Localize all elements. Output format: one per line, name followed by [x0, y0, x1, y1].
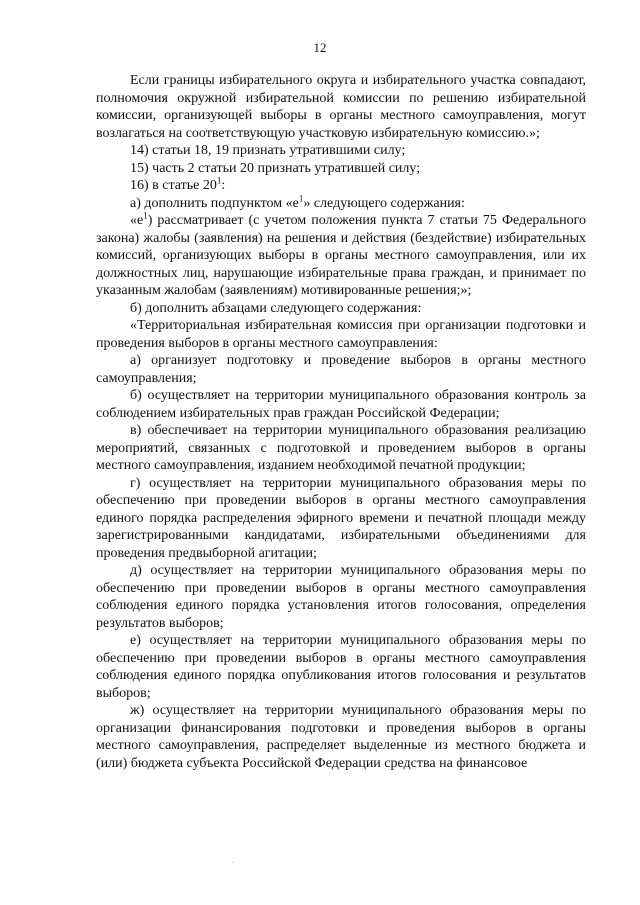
paragraph-list-zh: ж) осуществляет на территории муниципального образования меры по организации финансирования подготовки и проведения выборов в органы местного самоуправления, распределяет выделенные из местного бюджета и (или) бюджета субъекта Российской Федерации средства на финансовое — [96, 703, 586, 771]
paragraph-list-g: г) осуществляет на территории муниципального образования меры по обеспечению при проведении выборов в органы местного самоуправления единого порядка распределения эфирного времени и печатной площади между зарегистрированными кандидатами, избирательными объединениями для проведения предвыборной агитации; — [96, 475, 586, 561]
paragraph-territorial-commission: «Территориальная избирательная комиссия при организации подготовки и проведения выборов в органы местного самоуправления: — [96, 318, 586, 351]
sub-a-text: а) дополнить подпунктом «е — [130, 195, 299, 211]
paragraph-item-16 — [96, 177, 586, 195]
paragraph-list-v: в) обеспечивает на территории муниципального образования реализацию мероприятий, связанных с подготовкой и проведением выборов в органы местного самоуправления, изданием необходимой печатной продукции; — [96, 423, 586, 473]
paragraph-list-e: е) осуществляет на территории муниципального образования меры по обеспечению при проведении выборов в органы местного самоуправления соблюдения единого порядка опубликования итогов голосования и результатов выборов; — [96, 633, 586, 701]
paragraph-list-d: д) осуществляет на территории муниципального образования меры по обеспечению при проведении выборов в органы местного самоуправления соблюдения единого порядка установления итогов голосования, определения результатов выборов; — [96, 563, 586, 631]
e1-text: «е — [130, 213, 144, 228]
item-16-tail: : — [221, 178, 226, 193]
paragraph-e1-complaints — [96, 212, 586, 300]
e1-superscript: 1 — [143, 210, 148, 221]
sub-a-tail: » следующего содержания: — [303, 195, 465, 211]
scan-speck — [232, 862, 234, 863]
item-16-superscript: 1 — [216, 175, 222, 186]
page-number: 12 — [313, 40, 327, 55]
paragraph-item-15: 15) часть 2 статьи 20 признать утратившей силу; — [130, 160, 421, 176]
paragraph-sub-b-add: б) дополнить абзацами следующего содержания: — [130, 300, 422, 316]
paragraph-sub-a-add — [96, 192, 586, 213]
e1-tail: ) рассматривает (с учетом положения пункта 7 статьи 75 Федерального закона) жалобы (заявления) на решения и действия (бездействие) избирательных комиссий, организующих выборы в органы местного самоуправления, или их должностных лиц, нарушающие избирательные права граждан, и принимает по указанным жалобам (заявлениям) мотивированные решения;»; — [96, 213, 586, 298]
paragraph-item-14: 14) статьи 18, 19 признать утратившими силу; — [130, 143, 406, 158]
paragraph-boundaries-coincide: Если границы избирательного округа и избирательного участка совпадают, полномочия окружной избирательной комиссии по решению избирательной комиссии, организующей выборы в органы местного самоуправления, могут возлагаться на соответствующую участковую избирательную комиссию.»; — [96, 73, 586, 141]
paragraph-list-b: б) осуществляет на территории муниципального образования контроль за соблюдением избирательных прав граждан Российской Федерации; — [96, 388, 586, 421]
item-16-text: 16) в статье 20 — [130, 178, 217, 193]
sub-a-superscript: 1 — [298, 192, 304, 203]
paragraph-list-a: а) организует подготовку и проведение выборов в органы местного самоуправления; — [96, 353, 586, 386]
document-body — [96, 72, 586, 772]
